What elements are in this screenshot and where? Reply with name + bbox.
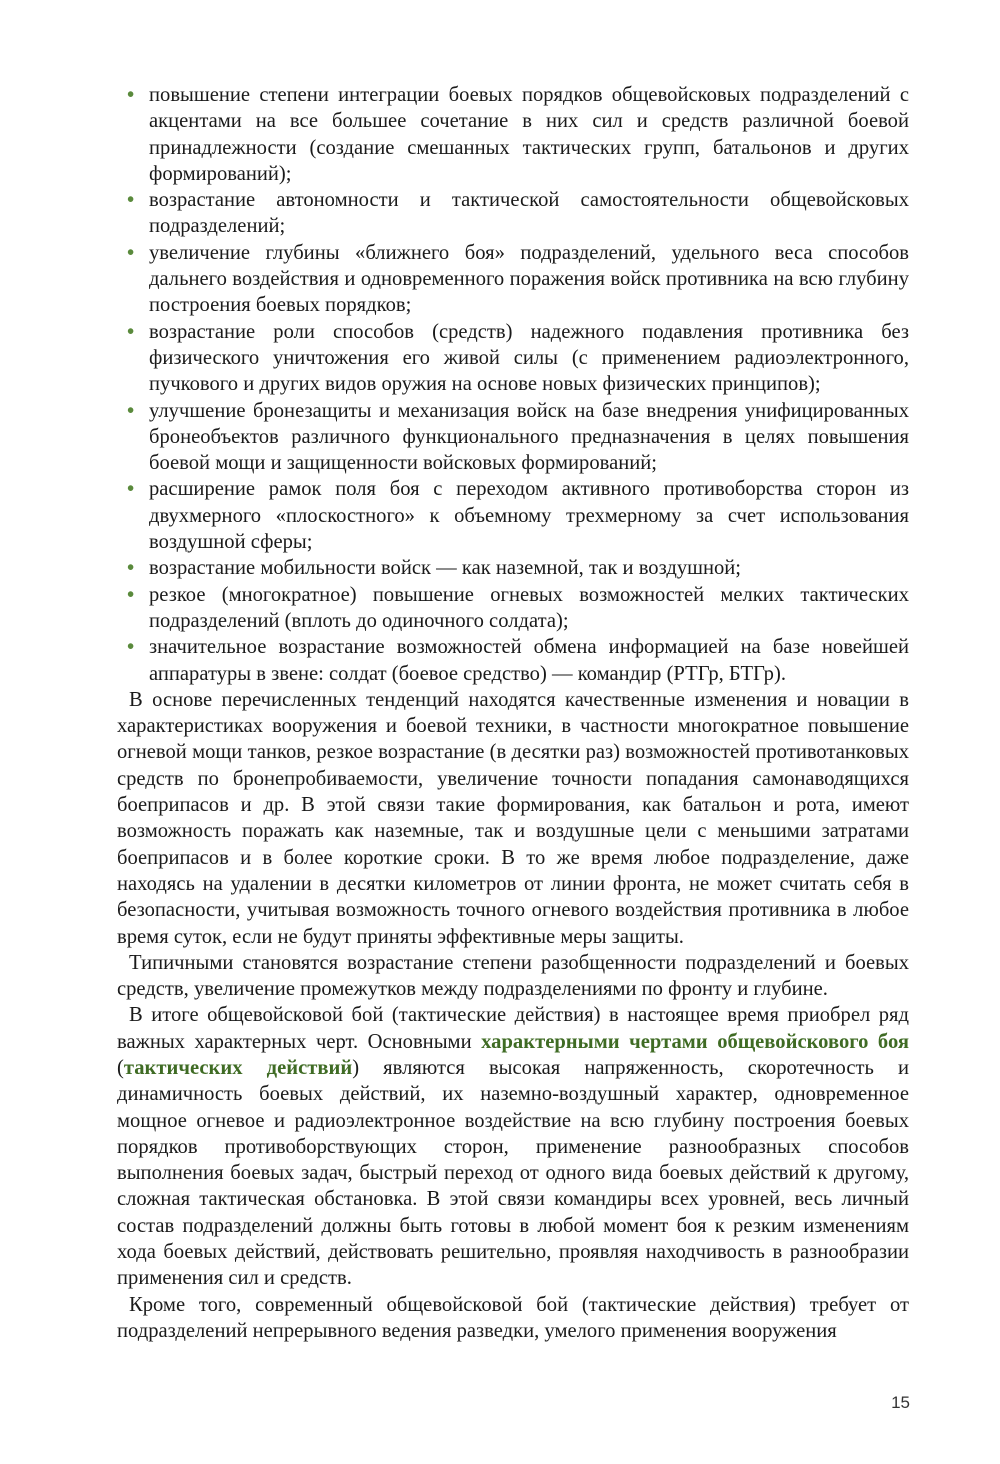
bullet-icon: • xyxy=(127,636,135,659)
list-item-text: резкое (многократное) повышение огневых возможностей мелких тактических подразделений (вплоть до одиночного солдата); xyxy=(149,583,909,632)
bullet-icon: • xyxy=(127,478,135,501)
list-item xyxy=(117,582,909,635)
list-item xyxy=(117,82,909,187)
paragraph-dispersion: Типичными становятся возрастание степени разобщенности подразделений и боевых средств, увеличение промежутков между подразделениями по фронту и глубине. xyxy=(117,951,909,1001)
bullet-icon: • xyxy=(127,189,135,212)
list-item-text: возрастание роли способов (средств) надежного подавления противника без физического уничтожения его живой силы (с применением радиоэлектронного, пучкового и других видов оружия на основе новых физических принципов); xyxy=(149,320,909,396)
list-item xyxy=(117,476,909,555)
list-item-text: значительное возрастание возможностей обмена информацией на базе новейшей аппаратуры в звене: солдат (боевое средство) — командир (РТГр, БТГр). xyxy=(149,636,909,685)
list-item-text: повышение степени интеграции боевых порядков общевойсковых подразделений с акцентами на все большее сочетание в них сил и средств различной боевой принадлежности (создание смешанных тактических групп, батальонов и других формирований); xyxy=(149,84,909,185)
list-item xyxy=(117,634,909,687)
list-item xyxy=(117,187,909,240)
bullet-icon: • xyxy=(127,241,135,264)
paragraph-text: ) являются высокая напряженность, скоротечность и динамичность боевых действий, их наземно-воздушный характер, одновременное мощное огневое и радиоэлектронное воздействие на всю глубину построения боевых порядков противоборствующих сторон, применение разнообразных способов выполнения боевых задач, быстрый переход от одного вида боевых действий к другому, сложная тактическая обстановка. В этой связи командиры всех уровней, весь личный состав подразделений должны быть готовы в любой момент боя к резким изменениям хода боевых действий, действовать решительно, проявляя находчивость в разнообразии применения сил и средств. xyxy=(117,1056,909,1290)
bullet-icon: • xyxy=(127,84,135,106)
bullet-icon: • xyxy=(127,583,135,606)
paragraph-requirements: Кроме того, современный общевойсковой бой (тактические действия) требует от подразделений непрерывного ведения разведки, умелого применения вооружения xyxy=(117,1293,909,1342)
list-item xyxy=(117,398,909,477)
list-item-text: расширение рамок поля боя с переходом активного противоборства сторон из двухмерного «плоскостного» к объемному трехмерному за счет использования воздушной сферы; xyxy=(149,478,909,554)
trend-list xyxy=(117,82,909,687)
list-item-text: возрастание мобильности войск — как наземной, так и воздушной; xyxy=(149,557,742,580)
list-item-text: улучшение бронезащиты и механизация войск на базе внедрения унифицированных бронеобъектов различного функционального предназначения в целях повышения боевой мощи и защищенности войсковых формирований; xyxy=(149,399,909,475)
list-item-text: возрастание автономности и тактической самостоятельности общевойсковых подразделений; xyxy=(149,189,909,238)
bullet-icon: • xyxy=(127,320,135,343)
paragraph-characteristics xyxy=(117,1002,909,1291)
page-number: 15 xyxy=(891,1393,910,1412)
paragraph-text: ( xyxy=(117,1056,124,1079)
list-item xyxy=(117,555,909,581)
highlighted-term: характерными чертами общевойскового боя xyxy=(481,1030,909,1053)
page-body xyxy=(117,82,909,1344)
bullet-icon: • xyxy=(127,557,135,580)
paragraph-text: В итоге общевойсковой бой (тактические действия) в настоящее время приобрел ряд важных характерных черт. Основными xyxy=(117,1004,909,1053)
highlighted-term: тактических действий xyxy=(123,1056,353,1079)
paragraph-innovations: В основе перечисленных тенденций находятся качественные изменения и новации в характеристиках вооружения и боевой техники, в частности многократное повышение огневой мощи танков, резкое возрастание (в десятки раз) возможностей противотанковых средств по бронепробиваемости, увеличение точности попадания самонаводящихся боеприпасов и др. В этой связи такие формирования, как батальон и рота, имеют возможность поражать как наземные, так и воздушные цели с меньшими затратами боеприпасов и в более короткие сроки. В то же время любое подразделение, даже находясь на удалении в десятки километров от линии фронта, не может считать себя в безопасности, учитывая возможность точного огневого воздействия противника в любое время суток, если не будут приняты эффективные меры защиты. xyxy=(117,688,909,948)
list-item xyxy=(117,240,909,319)
list-item-text: увеличение глубины «ближнего боя» подразделений, удельного веса способов дальнего воздействия и одновременного поражения войск противника на всю глубину построения боевых порядков; xyxy=(149,241,909,317)
list-item xyxy=(117,319,909,398)
bullet-icon: • xyxy=(127,399,135,422)
